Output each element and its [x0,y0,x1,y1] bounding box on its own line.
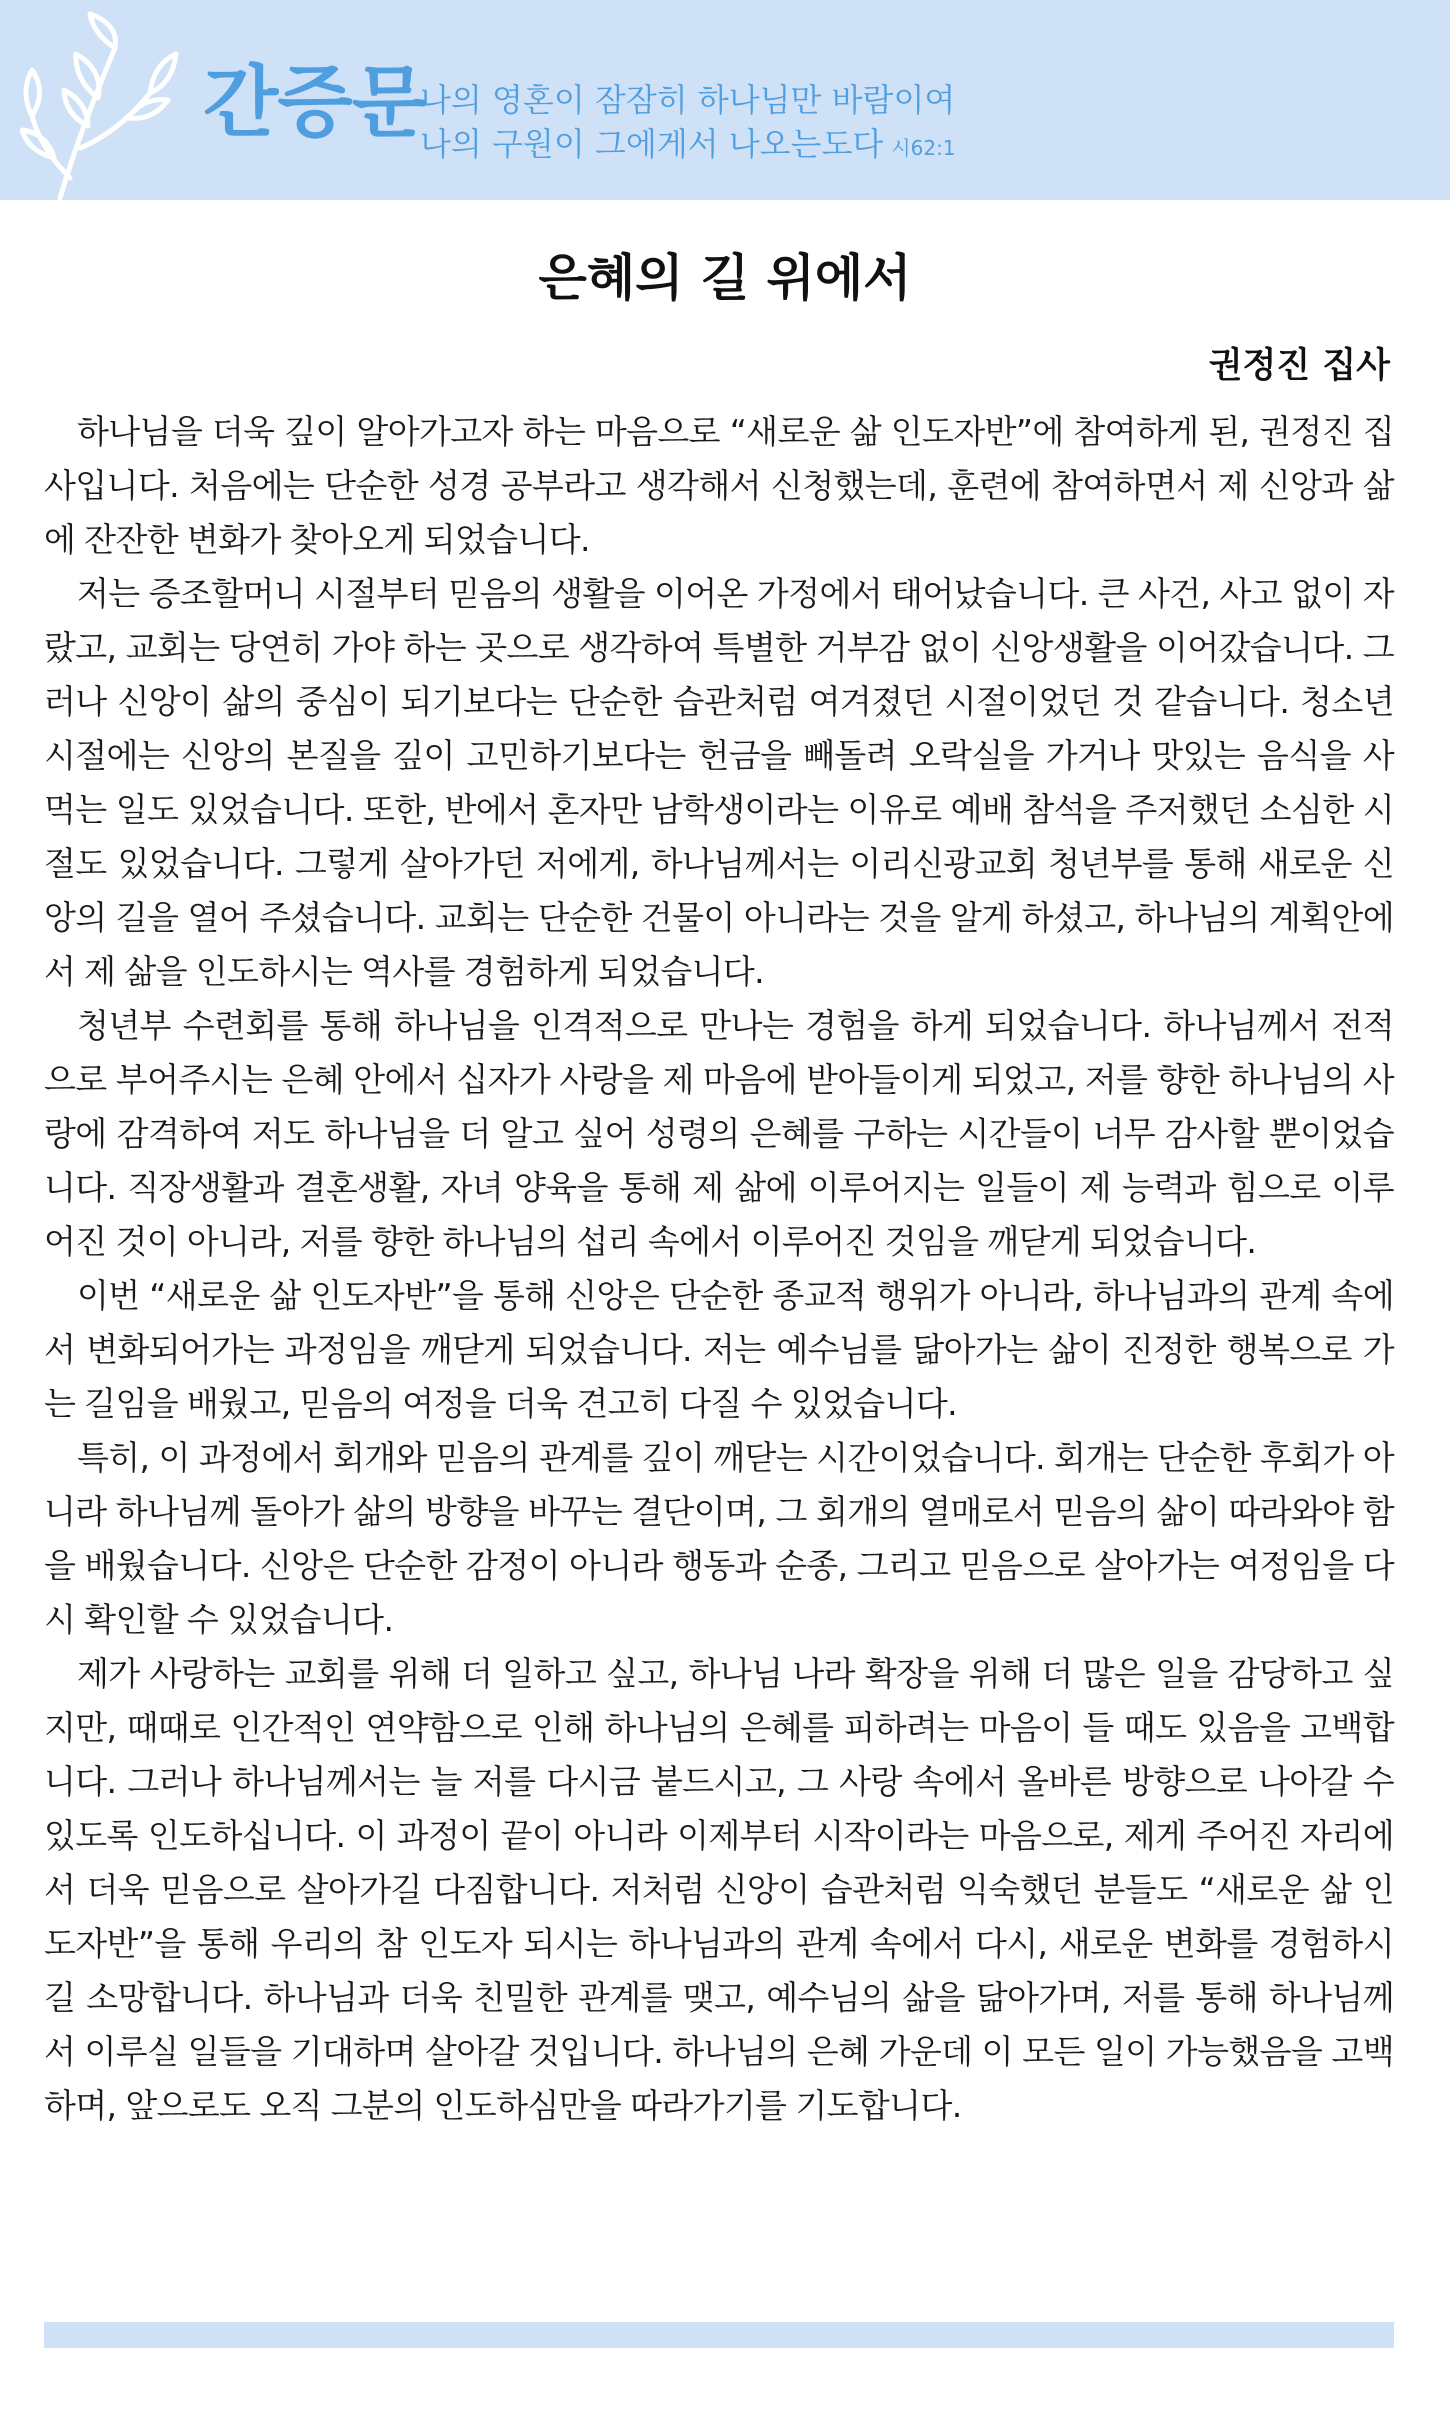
page-header [0,0,1450,200]
verse-reference: 시62:1 [891,136,956,160]
article-author: 권정진 집사 [1208,346,1390,386]
verse-line-2 [420,122,956,170]
header-verse [420,78,956,170]
article-body [44,405,1394,2133]
footer-bar [44,2322,1394,2348]
body-paragraph-4: 이번 “새로운 삶 인도자반”을 통해 신앙은 단순한 종교적 행위가 아니라, 하나님과의 관계 속에서 변화되어가는 과정임을 깨닫게 되었습니다. 저는 예수님를 닮아가는 삶이 진정한 행복으로 가는 길임을 배웠고, 믿음의 여정을 더욱 견고히 다질 수 있었습니다. [44,1276,1394,1423]
verse-line-2-text: 나의 구원이 그에게서 나오는도다 [420,125,884,163]
header-title: 간증문 [203,58,427,148]
leaf-branch-icon [20,8,180,200]
body-paragraph-5: 특히, 이 과정에서 회개와 믿음의 관계를 깊이 깨닫는 시간이었습니다. 회개는 단순한 후회가 아니라 하나님께 돌아가 삶의 방향을 바꾸는 결단이며, 그 회개의 열매로서 믿음의 삶이 따라와야 함을 배웠습니다. 신앙은 단순한 감정이 아니라 행동과 순종, 그리고 믿음으로 살아가는 여정임을 다시 확인할 수 있었습니다. [44,1438,1394,1639]
body-paragraph-1: 하나님을 더욱 깊이 알아가고자 하는 마음으로 “새로운 삶 인도자반”에 참여하게 된, 권정진 집사입니다. 처음에는 단순한 성경 공부라고 생각해서 신청했는데, 훈련에 참여하면서 제 신앙과 삶에 잔잔한 변화가 찾아오게 되었습니다. [44,412,1394,559]
verse-line-1: 나의 영혼이 잠잠히 하나님만 바람이여 [420,81,956,119]
body-paragraph-6: 제가 사랑하는 교회를 위해 더 일하고 싶고, 하나님 나라 확장을 위해 더 많은 일을 감당하고 싶지만, 때때로 인간적인 연약함으로 인해 하나님의 은혜를 피하려는 마음이 들 때도 있음을 고백합니다. 그러나 하나님께서는 늘 저를 다시금 붙드시고, 그 사랑 속에서 올바른 방향으로 나아갈 수 있도록 인도하십니다. 이 과정이 끝이 아니라 이제부터 시작이라는 마음으로, 제게 주어진 자리에서 더욱 믿음으로 살아가길 다짐합니다. 저처럼 신앙이 습관처럼 익숙했던 분들도 “새로운 삶 인도자반”을 통해 우리의 참 인도자 되시는 하나님과의 관계 속에서 다시, 새로운 변화를 경험하시길 소망합니다. 하나님과 더욱 친밀한 관계를 맺고, 예수님의 삶을 닮아가며, 저를 통해 하나님께서 이루실 일들을 기대하며 살아갈 것입니다. 하나님의 은혜 가운데 이 모든 일이 가능했음을 고백하며, 앞으로도 오직 그분의 인도하심만을 따라가기를 기도합니다. [44,1654,1394,2125]
body-paragraph-2: 저는 증조할머니 시절부터 믿음의 생활을 이어온 가정에서 태어났습니다. 큰 사건, 사고 없이 자랐고, 교회는 당연히 가야 하는 곳으로 생각하여 특별한 거부감 없이 신앙생활을 이어갔습니다. 그러나 신앙이 삶의 중심이 되기보다는 단순한 습관처럼 여겨졌던 시절이었던 것 같습니다. 청소년 시절에는 신앙의 본질을 깊이 고민하기보다는 헌금을 빼돌려 오락실을 가거나 맛있는 음식을 사 먹는 일도 있었습니다. 또한, 반에서 혼자만 남학생이라는 이유로 예배 참석을 주저했던 소심한 시절도 있었습니다. 그렇게 살아가던 저에게, 하나님께서는 이리신광교회 청년부를 통해 새로운 신앙의 길을 열어 주셨습니다. 교회는 단순한 건물이 아니라는 것을 알게 하셨고, 하나님의 계획안에서 제 삶을 인도하시는 역사를 경험하게 되었습니다. [44,574,1394,991]
article-title: 은혜의 길 위에서 [538,249,912,307]
body-paragraph-3: 청년부 수련회를 통해 하나님을 인격적으로 만나는 경험을 하게 되었습니다. 하나님께서 전적으로 부어주시는 은혜 안에서 십자가 사랑을 제 마음에 받아들이게 되었고, 저를 향한 하나님의 사랑에 감격하여 저도 하나님을 더 알고 싶어 성령의 은혜를 구하는 시간들이 너무 감사할 뿐이었습니다. 직장생활과 결혼생활, 자녀 양육을 통해 제 삶에 이루어지는 일들이 제 능력과 힘으로 이루어진 것이 아니라, 저를 향한 하나님의 섭리 속에서 이루어진 것임을 깨닫게 되었습니다. [44,1006,1394,1261]
